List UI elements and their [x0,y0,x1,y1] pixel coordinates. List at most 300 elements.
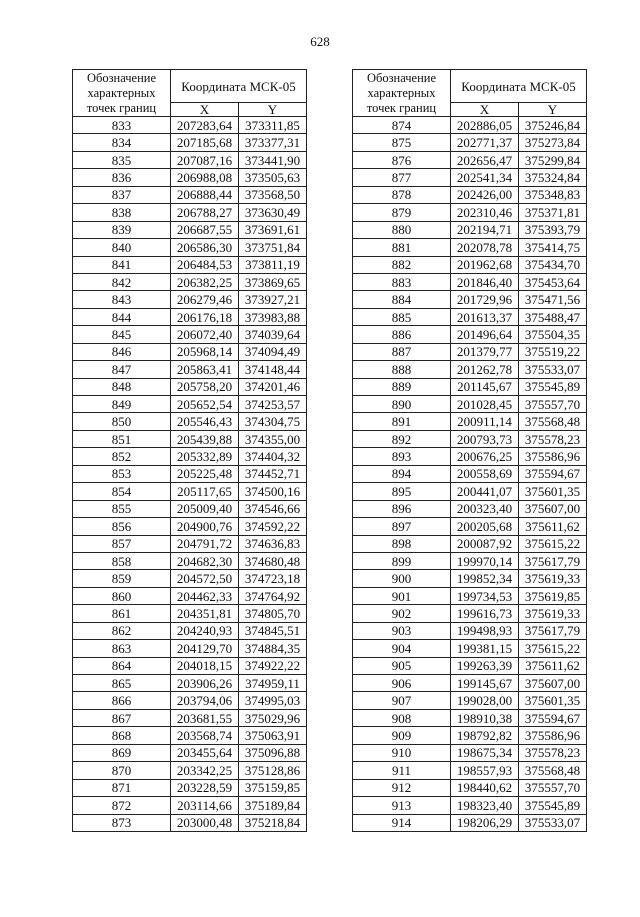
y-coordinate-cell: 375578,23 [519,744,587,761]
table-row [73,587,307,604]
table-row [73,500,307,517]
table-row [353,587,587,604]
point-id-cell: 855 [73,500,171,517]
x-coordinate-cell: 203568,74 [171,727,239,744]
x-coordinate-cell: 206687,55 [171,221,239,238]
table-row [353,500,587,517]
y-coordinate-cell: 374680,48 [239,552,307,569]
y-coordinate-cell: 375246,84 [519,117,587,134]
table-row [353,204,587,221]
table-row [353,169,587,186]
x-coordinate-cell: 204572,50 [171,570,239,587]
x-coordinate-cell: 206988,08 [171,169,239,186]
point-id-cell: 905 [353,657,451,674]
x-coordinate-cell: 198440,62 [451,779,519,796]
table-row [353,134,587,151]
y-coordinate-cell: 374253,57 [239,396,307,413]
x-coordinate-cell: 200676,25 [451,448,519,465]
y-coordinate-cell: 375218,84 [239,814,307,831]
point-id-cell: 895 [353,483,451,500]
x-coordinate-cell: 204462,33 [171,587,239,604]
x-coordinate-cell: 206176,18 [171,308,239,325]
table-row [73,744,307,761]
x-coordinate-cell: 205439,88 [171,430,239,447]
x-coordinate-cell: 198910,38 [451,709,519,726]
point-id-cell: 837 [73,186,171,203]
table-row [353,657,587,674]
y-coordinate-cell: 375568,48 [519,413,587,430]
point-id-cell: 865 [73,675,171,692]
x-coordinate-cell: 201962,68 [451,256,519,273]
x-coordinate-cell: 199734,53 [451,587,519,604]
x-coordinate-cell: 199381,15 [451,640,519,657]
table-row [353,535,587,552]
point-id-cell: 866 [73,692,171,709]
x-coordinate-cell: 204018,15 [171,657,239,674]
x-coordinate-cell: 203455,64 [171,744,239,761]
table-row [353,552,587,569]
point-id-cell: 868 [73,727,171,744]
table-row [73,169,307,186]
point-id-cell: 852 [73,448,171,465]
table-row [353,151,587,168]
point-id-cell: 896 [353,500,451,517]
y-coordinate-cell: 373811,19 [239,256,307,273]
table-row [353,308,587,325]
y-coordinate-cell: 375601,35 [519,483,587,500]
x-coordinate-cell: 201379,77 [451,343,519,360]
coordinates-table-right [352,69,587,832]
x-coordinate-cell: 202656,47 [451,151,519,168]
y-coordinate-cell: 375189,84 [239,797,307,814]
x-coordinate-cell: 202541,34 [451,169,519,186]
table-row [353,465,587,482]
y-coordinate-cell: 374094,49 [239,343,307,360]
table-row [73,413,307,430]
y-coordinate-cell: 375519,22 [519,343,587,360]
table-row [73,657,307,674]
y-coordinate-cell: 373377,31 [239,134,307,151]
x-coordinate-cell: 205652,54 [171,396,239,413]
point-id-cell: 851 [73,430,171,447]
point-id-cell: 907 [353,692,451,709]
x-coordinate-cell: 205758,20 [171,378,239,395]
x-coordinate-cell: 206382,25 [171,273,239,290]
point-id-cell: 898 [353,535,451,552]
point-id-cell: 879 [353,204,451,221]
header-x: X [171,103,239,117]
y-coordinate-cell: 374500,16 [239,483,307,500]
x-coordinate-cell: 203114,66 [171,797,239,814]
header-point-label: Обозначение характерных точек границ [73,70,171,117]
table-row [353,117,587,134]
table-row [353,640,587,657]
y-coordinate-cell: 375393,79 [519,221,587,238]
x-coordinate-cell: 202886,05 [451,117,519,134]
header-x: X [451,103,519,117]
y-coordinate-cell: 374039,64 [239,326,307,343]
x-coordinate-cell: 198557,93 [451,762,519,779]
table-row [73,709,307,726]
x-coordinate-cell: 207087,16 [171,151,239,168]
table-row [73,308,307,325]
point-id-cell: 836 [73,169,171,186]
table-body [353,117,587,832]
x-coordinate-cell: 201496,64 [451,326,519,343]
x-coordinate-cell: 202078,78 [451,239,519,256]
y-coordinate-cell: 375159,85 [239,779,307,796]
x-coordinate-cell: 206888,44 [171,186,239,203]
x-coordinate-cell: 202194,71 [451,221,519,238]
table-row [73,396,307,413]
point-id-cell: 878 [353,186,451,203]
x-coordinate-cell: 204791,72 [171,535,239,552]
table-row [73,797,307,814]
y-coordinate-cell: 375601,35 [519,692,587,709]
y-coordinate-cell: 375607,00 [519,675,587,692]
x-coordinate-cell: 200558,69 [451,465,519,482]
x-coordinate-cell: 200793,73 [451,430,519,447]
point-id-cell: 846 [73,343,171,360]
x-coordinate-cell: 201846,40 [451,273,519,290]
point-id-cell: 889 [353,378,451,395]
table-row [73,622,307,639]
table-row [73,117,307,134]
point-id-cell: 881 [353,239,451,256]
point-id-cell: 876 [353,151,451,168]
y-coordinate-cell: 374355,00 [239,430,307,447]
table-row [73,343,307,360]
table-row [353,483,587,500]
y-coordinate-cell: 374404,32 [239,448,307,465]
x-coordinate-cell: 206788,27 [171,204,239,221]
table-row [73,465,307,482]
y-coordinate-cell: 375615,22 [519,640,587,657]
table-row [73,518,307,535]
point-id-cell: 838 [73,204,171,221]
table-row [353,762,587,779]
point-id-cell: 899 [353,552,451,569]
y-coordinate-cell: 375594,67 [519,465,587,482]
table-row [353,692,587,709]
x-coordinate-cell: 198323,40 [451,797,519,814]
x-coordinate-cell: 201028,45 [451,396,519,413]
y-coordinate-cell: 375348,83 [519,186,587,203]
x-coordinate-cell: 207283,64 [171,117,239,134]
table-row [353,378,587,395]
point-id-cell: 871 [73,779,171,796]
point-id-cell: 887 [353,343,451,360]
y-coordinate-cell: 374845,51 [239,622,307,639]
table-row [353,605,587,622]
x-coordinate-cell: 206279,46 [171,291,239,308]
x-coordinate-cell: 200087,92 [451,535,519,552]
y-coordinate-cell: 375128,86 [239,762,307,779]
point-id-cell: 853 [73,465,171,482]
y-coordinate-cell: 374723,18 [239,570,307,587]
x-coordinate-cell: 205009,40 [171,500,239,517]
point-id-cell: 841 [73,256,171,273]
table-row [73,675,307,692]
table-row [353,744,587,761]
point-id-cell: 839 [73,221,171,238]
point-id-cell: 857 [73,535,171,552]
point-id-cell: 908 [353,709,451,726]
table-row [73,605,307,622]
point-id-cell: 833 [73,117,171,134]
point-id-cell: 867 [73,709,171,726]
y-coordinate-cell: 374201,46 [239,378,307,395]
table-row [353,675,587,692]
y-coordinate-cell: 374922,22 [239,657,307,674]
header-point-label: Обозначение характерных точек границ [353,70,451,117]
point-id-cell: 903 [353,622,451,639]
y-coordinate-cell: 374884,35 [239,640,307,657]
y-coordinate-cell: 375586,96 [519,448,587,465]
header-y: Y [519,103,587,117]
point-id-cell: 912 [353,779,451,796]
y-coordinate-cell: 375488,47 [519,308,587,325]
x-coordinate-cell: 205117,65 [171,483,239,500]
table-row [73,640,307,657]
y-coordinate-cell: 375063,91 [239,727,307,744]
x-coordinate-cell: 203342,25 [171,762,239,779]
point-id-cell: 864 [73,657,171,674]
table-row [73,552,307,569]
point-id-cell: 872 [73,797,171,814]
y-coordinate-cell: 374764,92 [239,587,307,604]
x-coordinate-cell: 205225,48 [171,465,239,482]
y-coordinate-cell: 373927,21 [239,291,307,308]
x-coordinate-cell: 203906,26 [171,675,239,692]
x-coordinate-cell: 205863,41 [171,361,239,378]
x-coordinate-cell: 205968,14 [171,343,239,360]
y-coordinate-cell: 375533,07 [519,814,587,831]
x-coordinate-cell: 198675,34 [451,744,519,761]
point-id-cell: 909 [353,727,451,744]
point-id-cell: 843 [73,291,171,308]
y-coordinate-cell: 374805,70 [239,605,307,622]
table-row [353,256,587,273]
point-id-cell: 856 [73,518,171,535]
y-coordinate-cell: 375617,79 [519,622,587,639]
x-coordinate-cell: 203228,59 [171,779,239,796]
y-coordinate-cell: 375619,33 [519,570,587,587]
table-row [353,221,587,238]
x-coordinate-cell: 204129,70 [171,640,239,657]
table-row [353,273,587,290]
y-coordinate-cell: 375371,81 [519,204,587,221]
y-coordinate-cell: 375557,70 [519,779,587,796]
x-coordinate-cell: 205546,43 [171,413,239,430]
point-id-cell: 845 [73,326,171,343]
table-row [353,518,587,535]
y-coordinate-cell: 375586,96 [519,727,587,744]
x-coordinate-cell: 201729,96 [451,291,519,308]
y-coordinate-cell: 375619,33 [519,605,587,622]
table-row [353,413,587,430]
table-row [73,361,307,378]
x-coordinate-cell: 199852,34 [451,570,519,587]
point-id-cell: 886 [353,326,451,343]
point-id-cell: 844 [73,308,171,325]
y-coordinate-cell: 375594,67 [519,709,587,726]
point-id-cell: 910 [353,744,451,761]
x-coordinate-cell: 204900,76 [171,518,239,535]
y-coordinate-cell: 373505,63 [239,169,307,186]
point-id-cell: 862 [73,622,171,639]
x-coordinate-cell: 200911,14 [451,413,519,430]
y-coordinate-cell: 375299,84 [519,151,587,168]
x-coordinate-cell: 200441,07 [451,483,519,500]
table-row [73,151,307,168]
point-id-cell: 877 [353,169,451,186]
x-coordinate-cell: 203794,06 [171,692,239,709]
table-row [73,326,307,343]
table-row [73,535,307,552]
point-id-cell: 901 [353,587,451,604]
table-row [73,239,307,256]
y-coordinate-cell: 374995,03 [239,692,307,709]
x-coordinate-cell: 201145,67 [451,378,519,395]
y-coordinate-cell: 374636,83 [239,535,307,552]
y-coordinate-cell: 375611,62 [519,657,587,674]
x-coordinate-cell: 199616,73 [451,605,519,622]
point-id-cell: 858 [73,552,171,569]
table-row [353,779,587,796]
point-id-cell: 893 [353,448,451,465]
point-id-cell: 913 [353,797,451,814]
header-coordinate-group: Координата МСК-05 [171,70,307,103]
y-coordinate-cell: 375029,96 [239,709,307,726]
x-coordinate-cell: 199263,39 [451,657,519,674]
x-coordinate-cell: 200323,40 [451,500,519,517]
point-id-cell: 860 [73,587,171,604]
x-coordinate-cell: 202426,00 [451,186,519,203]
x-coordinate-cell: 198206,29 [451,814,519,831]
y-coordinate-cell: 374148,44 [239,361,307,378]
header-coordinate-group: Координата МСК-05 [451,70,587,103]
table-row [73,779,307,796]
y-coordinate-cell: 373691,61 [239,221,307,238]
y-coordinate-cell: 374592,22 [239,518,307,535]
point-id-cell: 870 [73,762,171,779]
point-id-cell: 900 [353,570,451,587]
x-coordinate-cell: 206484,53 [171,256,239,273]
y-coordinate-cell: 375453,64 [519,273,587,290]
table-row [353,396,587,413]
table-row [73,692,307,709]
point-id-cell: 873 [73,814,171,831]
table-row [73,727,307,744]
table-row [353,343,587,360]
y-coordinate-cell: 375504,35 [519,326,587,343]
point-id-cell: 849 [73,396,171,413]
x-coordinate-cell: 204682,30 [171,552,239,569]
table-row [353,361,587,378]
point-id-cell: 842 [73,273,171,290]
point-id-cell: 884 [353,291,451,308]
table-row [73,430,307,447]
x-coordinate-cell: 199145,67 [451,675,519,692]
table-row [353,326,587,343]
point-id-cell: 880 [353,221,451,238]
point-id-cell: 882 [353,256,451,273]
table-row [73,186,307,203]
x-coordinate-cell: 202310,46 [451,204,519,221]
x-coordinate-cell: 203681,55 [171,709,239,726]
x-coordinate-cell: 199970,14 [451,552,519,569]
table-row [353,239,587,256]
y-coordinate-cell: 373311,85 [239,117,307,134]
table-row [73,483,307,500]
table-row [73,256,307,273]
point-id-cell: 834 [73,134,171,151]
y-coordinate-cell: 373869,65 [239,273,307,290]
table-row [353,814,587,831]
x-coordinate-cell: 199028,00 [451,692,519,709]
y-coordinate-cell: 373751,84 [239,239,307,256]
y-coordinate-cell: 375414,75 [519,239,587,256]
x-coordinate-cell: 204351,81 [171,605,239,622]
table-row [353,186,587,203]
point-id-cell: 847 [73,361,171,378]
point-id-cell: 875 [353,134,451,151]
y-coordinate-cell: 374452,71 [239,465,307,482]
table-row [73,204,307,221]
y-coordinate-cell: 375533,07 [519,361,587,378]
table-row [353,709,587,726]
x-coordinate-cell: 206072,40 [171,326,239,343]
y-coordinate-cell: 375617,79 [519,552,587,569]
y-coordinate-cell: 375434,70 [519,256,587,273]
point-id-cell: 888 [353,361,451,378]
point-id-cell: 885 [353,308,451,325]
point-id-cell: 911 [353,762,451,779]
x-coordinate-cell: 200205,68 [451,518,519,535]
x-coordinate-cell: 201262,78 [451,361,519,378]
x-coordinate-cell: 204240,93 [171,622,239,639]
x-coordinate-cell: 202771,37 [451,134,519,151]
point-id-cell: 883 [353,273,451,290]
point-id-cell: 906 [353,675,451,692]
point-id-cell: 835 [73,151,171,168]
table-row [73,291,307,308]
table-row [353,291,587,308]
point-id-cell: 891 [353,413,451,430]
table-row [73,221,307,238]
x-coordinate-cell: 199498,93 [451,622,519,639]
x-coordinate-cell: 207185,68 [171,134,239,151]
y-coordinate-cell: 375324,84 [519,169,587,186]
y-coordinate-cell: 375545,89 [519,378,587,395]
table-row [73,134,307,151]
point-id-cell: 854 [73,483,171,500]
y-coordinate-cell: 374546,66 [239,500,307,517]
point-id-cell: 890 [353,396,451,413]
point-id-cell: 848 [73,378,171,395]
y-coordinate-cell: 373983,88 [239,308,307,325]
y-coordinate-cell: 373630,49 [239,204,307,221]
point-id-cell: 840 [73,239,171,256]
y-coordinate-cell: 373568,50 [239,186,307,203]
y-coordinate-cell: 375578,23 [519,430,587,447]
point-id-cell: 874 [353,117,451,134]
x-coordinate-cell: 205332,89 [171,448,239,465]
point-id-cell: 869 [73,744,171,761]
y-coordinate-cell: 375273,84 [519,134,587,151]
table-row [73,378,307,395]
